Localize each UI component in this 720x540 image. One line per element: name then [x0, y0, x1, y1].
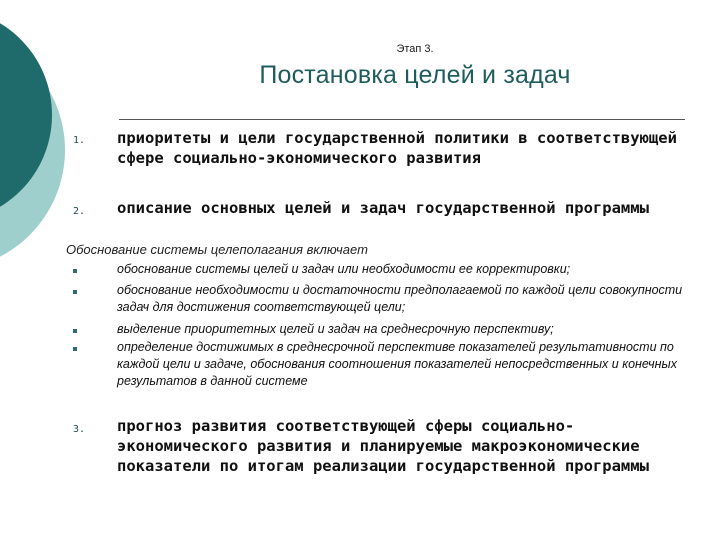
slide-title: Постановка целей и задач [259, 61, 571, 89]
stage-label: Этап 3. [396, 43, 434, 55]
justification-title: Обоснование системы целеполагания включает [66, 242, 368, 257]
bullet-marker [73, 329, 77, 333]
bullet-item: определение достижимых в среднесрочной перспективе показателей результативности по каждой цели и задаче, обоснования соотношения показателей непосредственных и конечных результатов в данной системе [117, 340, 677, 388]
bullet-item: выделение приоритетных целей и задач на среднесрочную перспективу; [117, 322, 554, 336]
bullet-marker [73, 290, 77, 294]
bullet-item: обоснование необходимости и достаточности предполагаемой по каждой цели совокупности задач для достижения соответствующей цели; [117, 283, 683, 314]
bullet-marker [73, 347, 77, 351]
item-text: приоритеты и цели государственной политики в соответствующей сфере социально-экономического развития [117, 129, 677, 167]
bullet-marker [73, 269, 77, 273]
item-text: прогноз развития соответствующей сферы социально-экономического развития и планируемые макроэкономические показатели по итогам реализации государственной программы [117, 417, 649, 475]
item-number: 3. [73, 424, 86, 435]
item-number: 2. [73, 206, 86, 217]
item-number: 1. [73, 135, 86, 146]
title-divider [119, 119, 685, 120]
item-text: описание основных целей и задач государственной программы [117, 199, 649, 217]
bullet-item: обоснование системы целей и задач или необходимости ее корректировки; [117, 262, 571, 276]
